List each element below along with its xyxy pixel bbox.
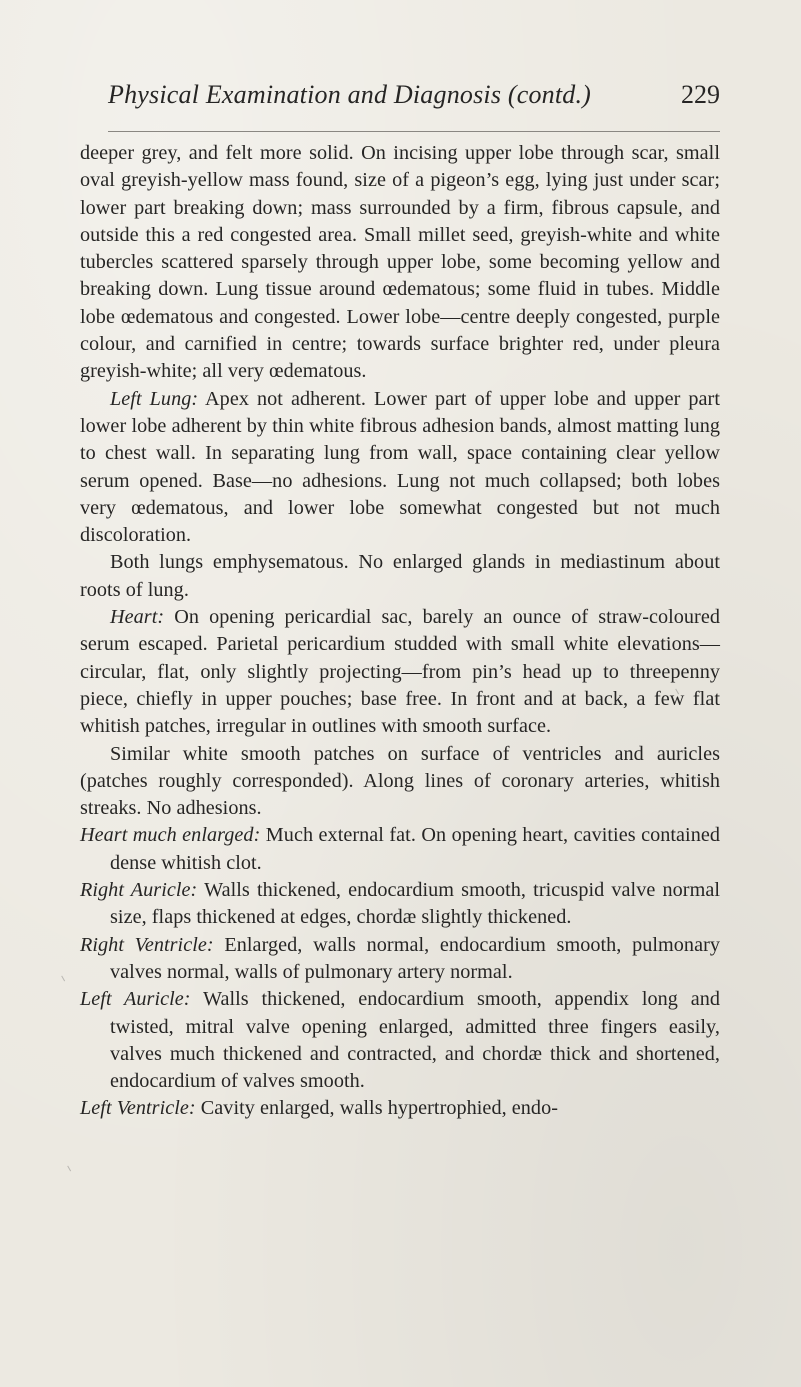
paragraph-left-ventricle	[80, 1095, 720, 1122]
scan-speck	[61, 971, 74, 982]
paragraph-text: Apex not adherent. Lower part of upper lobe and upper part lower lobe adherent by thin white fibrous adhesion bands, almost matting lung to chest wall. In separating lung from wall, space containing clear yellow serum opened. Base—no adhesions. Lung not much collapsed; both lobes very œdematous, and lower lobe somewhat congested but not much discoloration.	[80, 387, 720, 547]
paragraph-heart	[80, 604, 720, 740]
paragraph-right-ventricle	[80, 932, 720, 987]
paragraph-text: Similar white smooth patches on surface of ventricles and auricles (patches roughly corresponded). Along lines of coronary arteries, whitish streaks. No adhesions.	[80, 742, 720, 820]
body-text	[80, 140, 720, 1123]
subheading-heart: Heart:	[110, 606, 165, 629]
running-head	[108, 80, 720, 120]
subheading-left-lung: Left Lung:	[110, 387, 199, 410]
paragraph-text: deeper grey, and felt more solid. On incising upper lobe through scar, small oval greyish-yellow mass found, size of a pigeon’s egg, lying just under scar; lower part breaking down; mass surrounded by a firm, fibrous capsule, and outside this a red congested area. Small millet seed, greyish-white and white tubercles scattered sparsely through upper lobe, some becoming yellow and breaking down. Lung tissue around œdematous; some fluid in tubes. Middle lobe œdematous and congested. Lower lobe—centre deeply congested, purple colour, and carnified in centre; towards surface brighter red, under pleura greyish-white; all very œdematous.	[80, 142, 720, 383]
paragraph-right-auricle	[80, 877, 720, 932]
subheading-left-ventricle: Left Ventricle:	[80, 1097, 196, 1120]
paragraph-heart-enlarged	[80, 822, 720, 877]
subheading-left-auricle: Left Auricle:	[80, 988, 191, 1011]
paragraph-left-lung	[80, 386, 720, 550]
scan-speck	[67, 1161, 80, 1172]
paragraph-both-lungs	[80, 549, 720, 604]
paragraph-text: Cavity enlarged, walls hypertrophied, endo-	[195, 1097, 558, 1120]
header-rule	[108, 131, 720, 132]
paragraph-text: Enlarged, walls normal, endocardium smooth, pulmonary valves normal, walls of pulmonary artery normal.	[110, 933, 720, 983]
paragraph-white-patches	[80, 741, 720, 823]
page-number: 229	[681, 80, 720, 109]
subheading-right-ventricle: Right Ventricle:	[80, 933, 214, 956]
paragraph-text: On opening pericardial sac, barely an ounce of straw-coloured serum escaped. Parietal pericardium studded with small white elevations—circular, flat, only slightly projecting—from pin’s head up to threepenny piece, chiefly in upper pouches; base free. In front and at back, a few flat whitish patches, irregular in outlines with smooth surface.	[80, 606, 720, 738]
paragraph-text: Walls thickened, endocardium smooth, tricuspid valve normal size, flaps thickened at edges, chordæ slightly thickened.	[110, 879, 720, 929]
paragraph-right-lung-continued	[80, 140, 720, 386]
running-title: Physical Examination and Diagnosis (contd.)	[108, 80, 592, 109]
subheading-right-auricle: Right Auricle:	[80, 879, 198, 902]
paragraph-text: Much external fat. On opening heart, cavities contained dense whitish clot.	[110, 824, 720, 874]
subheading-heart-enlarged: Heart much enlarged:	[80, 824, 261, 847]
paragraph-text: Walls thickened, endocardium smooth, appendix long and twisted, mitral valve opening enlarged, admitted three fingers easily, valves much thickened and contracted, and chordæ thick and shortened, endocardium of valves smooth.	[110, 988, 720, 1093]
paragraph-left-auricle	[80, 986, 720, 1095]
paragraph-text: Both lungs emphysematous. No enlarged glands in mediastinum about roots of lung.	[80, 551, 720, 601]
